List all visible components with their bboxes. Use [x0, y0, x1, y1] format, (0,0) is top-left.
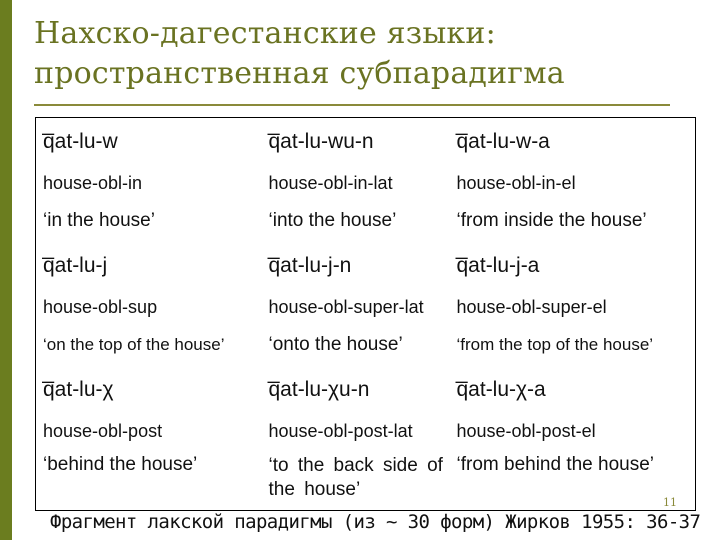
table-cell: ‘on the top of the house’ [43, 335, 225, 354]
table-cell: house-obl-in-el [456, 172, 576, 193]
table-row-gloss-sup [36, 290, 696, 324]
title-line-2: пространственная субпарадигма [34, 56, 565, 91]
table-cell: house-obl-sup [43, 296, 158, 317]
table-cell: house-obl-super-lat [268, 296, 424, 317]
table-cell: ‘in the house’ [43, 210, 155, 231]
table-cell: ‘behind the house’ [43, 454, 198, 475]
table-cell: q̅at-lu-wu-n [268, 130, 374, 153]
table-cell: ‘into the house’ [268, 210, 397, 231]
table-cell: house-obl-post-lat [268, 420, 413, 441]
table-row-gloss-in [36, 166, 696, 200]
slide-page-number: 11 [663, 496, 677, 509]
table-row-gloss-post [36, 414, 696, 448]
table-cell: ‘to the back side of the house’ [268, 455, 443, 500]
slide-title [34, 14, 674, 94]
table-cell: q̅at-lu-χ-a [456, 378, 546, 401]
table-cell: q̅at-lu-χ [43, 378, 114, 401]
table-cell: ‘from inside the house’ [456, 210, 647, 231]
table-row-form-in [36, 118, 696, 167]
table-cell: ‘from the top of the house’ [456, 335, 654, 354]
table-cell: house-obl-post-el [456, 420, 596, 441]
table-cell: q̅at-lu-j-a [456, 254, 540, 277]
table-cell: house-obl-in-lat [268, 172, 393, 193]
slide-footer-source: Фрагмент лакской парадигмы (из ~ 30 форм) Жирков 1955: 36-37 [50, 511, 701, 533]
table-row-translation-post [36, 448, 696, 511]
title-line-1: Нахско-дагестанские языки: [34, 16, 496, 51]
slide-sidebar-bar [0, 0, 12, 540]
title-underline [34, 104, 670, 106]
table-cell: q̅at-lu-χu-n [268, 378, 370, 401]
table-row-form-post [36, 366, 696, 414]
table-row-translation-sup [36, 324, 696, 366]
table-cell: house-obl-super-el [456, 296, 607, 317]
table-row-form-sup [36, 242, 696, 290]
paradigm-table [35, 117, 696, 511]
table-cell: q̅at-lu-w [43, 130, 118, 153]
table-cell: ‘onto the house’ [268, 334, 403, 355]
table-cell: house-obl-post [43, 420, 163, 441]
table-row-translation-in [36, 200, 696, 242]
table-cell: q̅at-lu-j [43, 254, 108, 277]
table-cell: ‘from behind the house’ [456, 454, 655, 475]
table-cell: q̅at-lu-j-n [268, 254, 352, 277]
table-cell: house-obl-in [43, 172, 143, 193]
table-cell: q̅at-lu-w-a [456, 130, 550, 153]
